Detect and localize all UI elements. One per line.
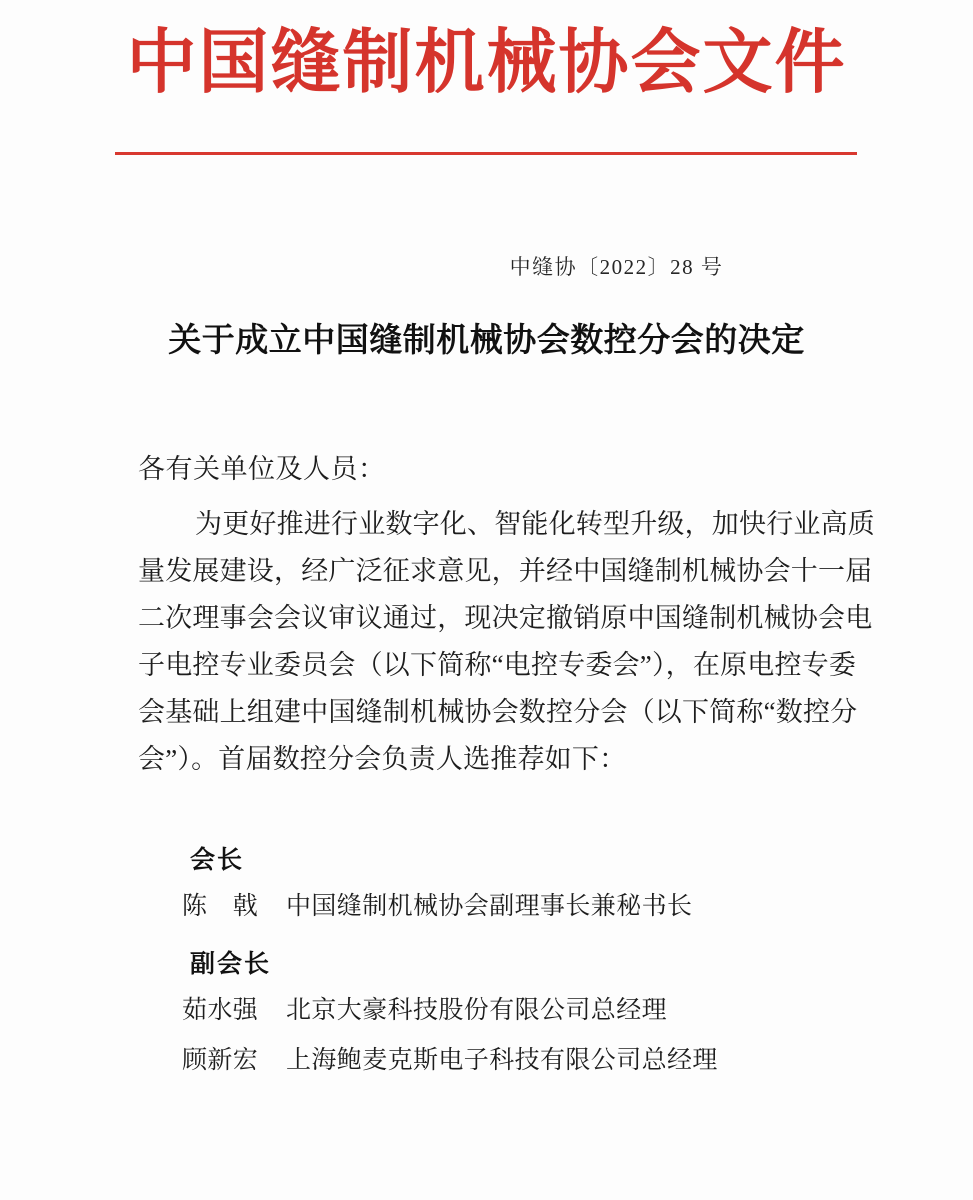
roster-member-org: 中国缝制机械协会副理事长兼秘书长 [286,893,693,920]
roster-heading-vice-chair: 副会长 [190,951,272,978]
masthead-title: 中国缝制机械协会文件 [126,25,847,102]
roster-section [138,840,850,1086]
body-line: 为更好推进行业数字化、智能化转型升级，加快行业高质 [195,509,875,539]
roster-member-org: 上海鲍麦克斯电子科技有限公司总经理 [286,1047,718,1074]
roster-member-org: 北京大豪科技股份有限公司总经理 [286,997,668,1024]
body-line: 会基础上组建中国缝制机械协会数控分会（以下简称“数控分 [138,697,858,727]
roster-heading-chair: 会长 [190,847,245,874]
body-paragraph [138,501,875,783]
document-body [138,446,875,783]
roster-row [138,1036,850,1086]
salutation: 各有关单位及人员： [138,454,386,484]
body-line: 子电控专业委员会（以下简称“电控专委会”），在原电控专委 [138,650,857,680]
document-title: 关于成立中国缝制机械协会数控分会的决定 [168,323,805,359]
roster-member-name: 顾新宏 [182,1047,259,1074]
roster-row [138,882,850,932]
document-number: 中缝协〔2022〕28 号 [509,255,724,279]
roster-row [138,986,850,1036]
body-line: 量发展建设，经广泛征求意见，并经中国缝制机械协会十一届 [138,556,873,586]
masthead [0,26,973,102]
body-line: 二次理事会会议审议通过，现决定撤销原中国缝制机械协会电 [138,603,873,633]
roster-member-name: 茹水强 [182,997,259,1024]
roster-member-name: 陈 戟 [182,893,259,920]
masthead-divider-rule [115,152,857,155]
body-line: 会”）。首届数控分会负责人选推荐如下： [138,744,627,774]
